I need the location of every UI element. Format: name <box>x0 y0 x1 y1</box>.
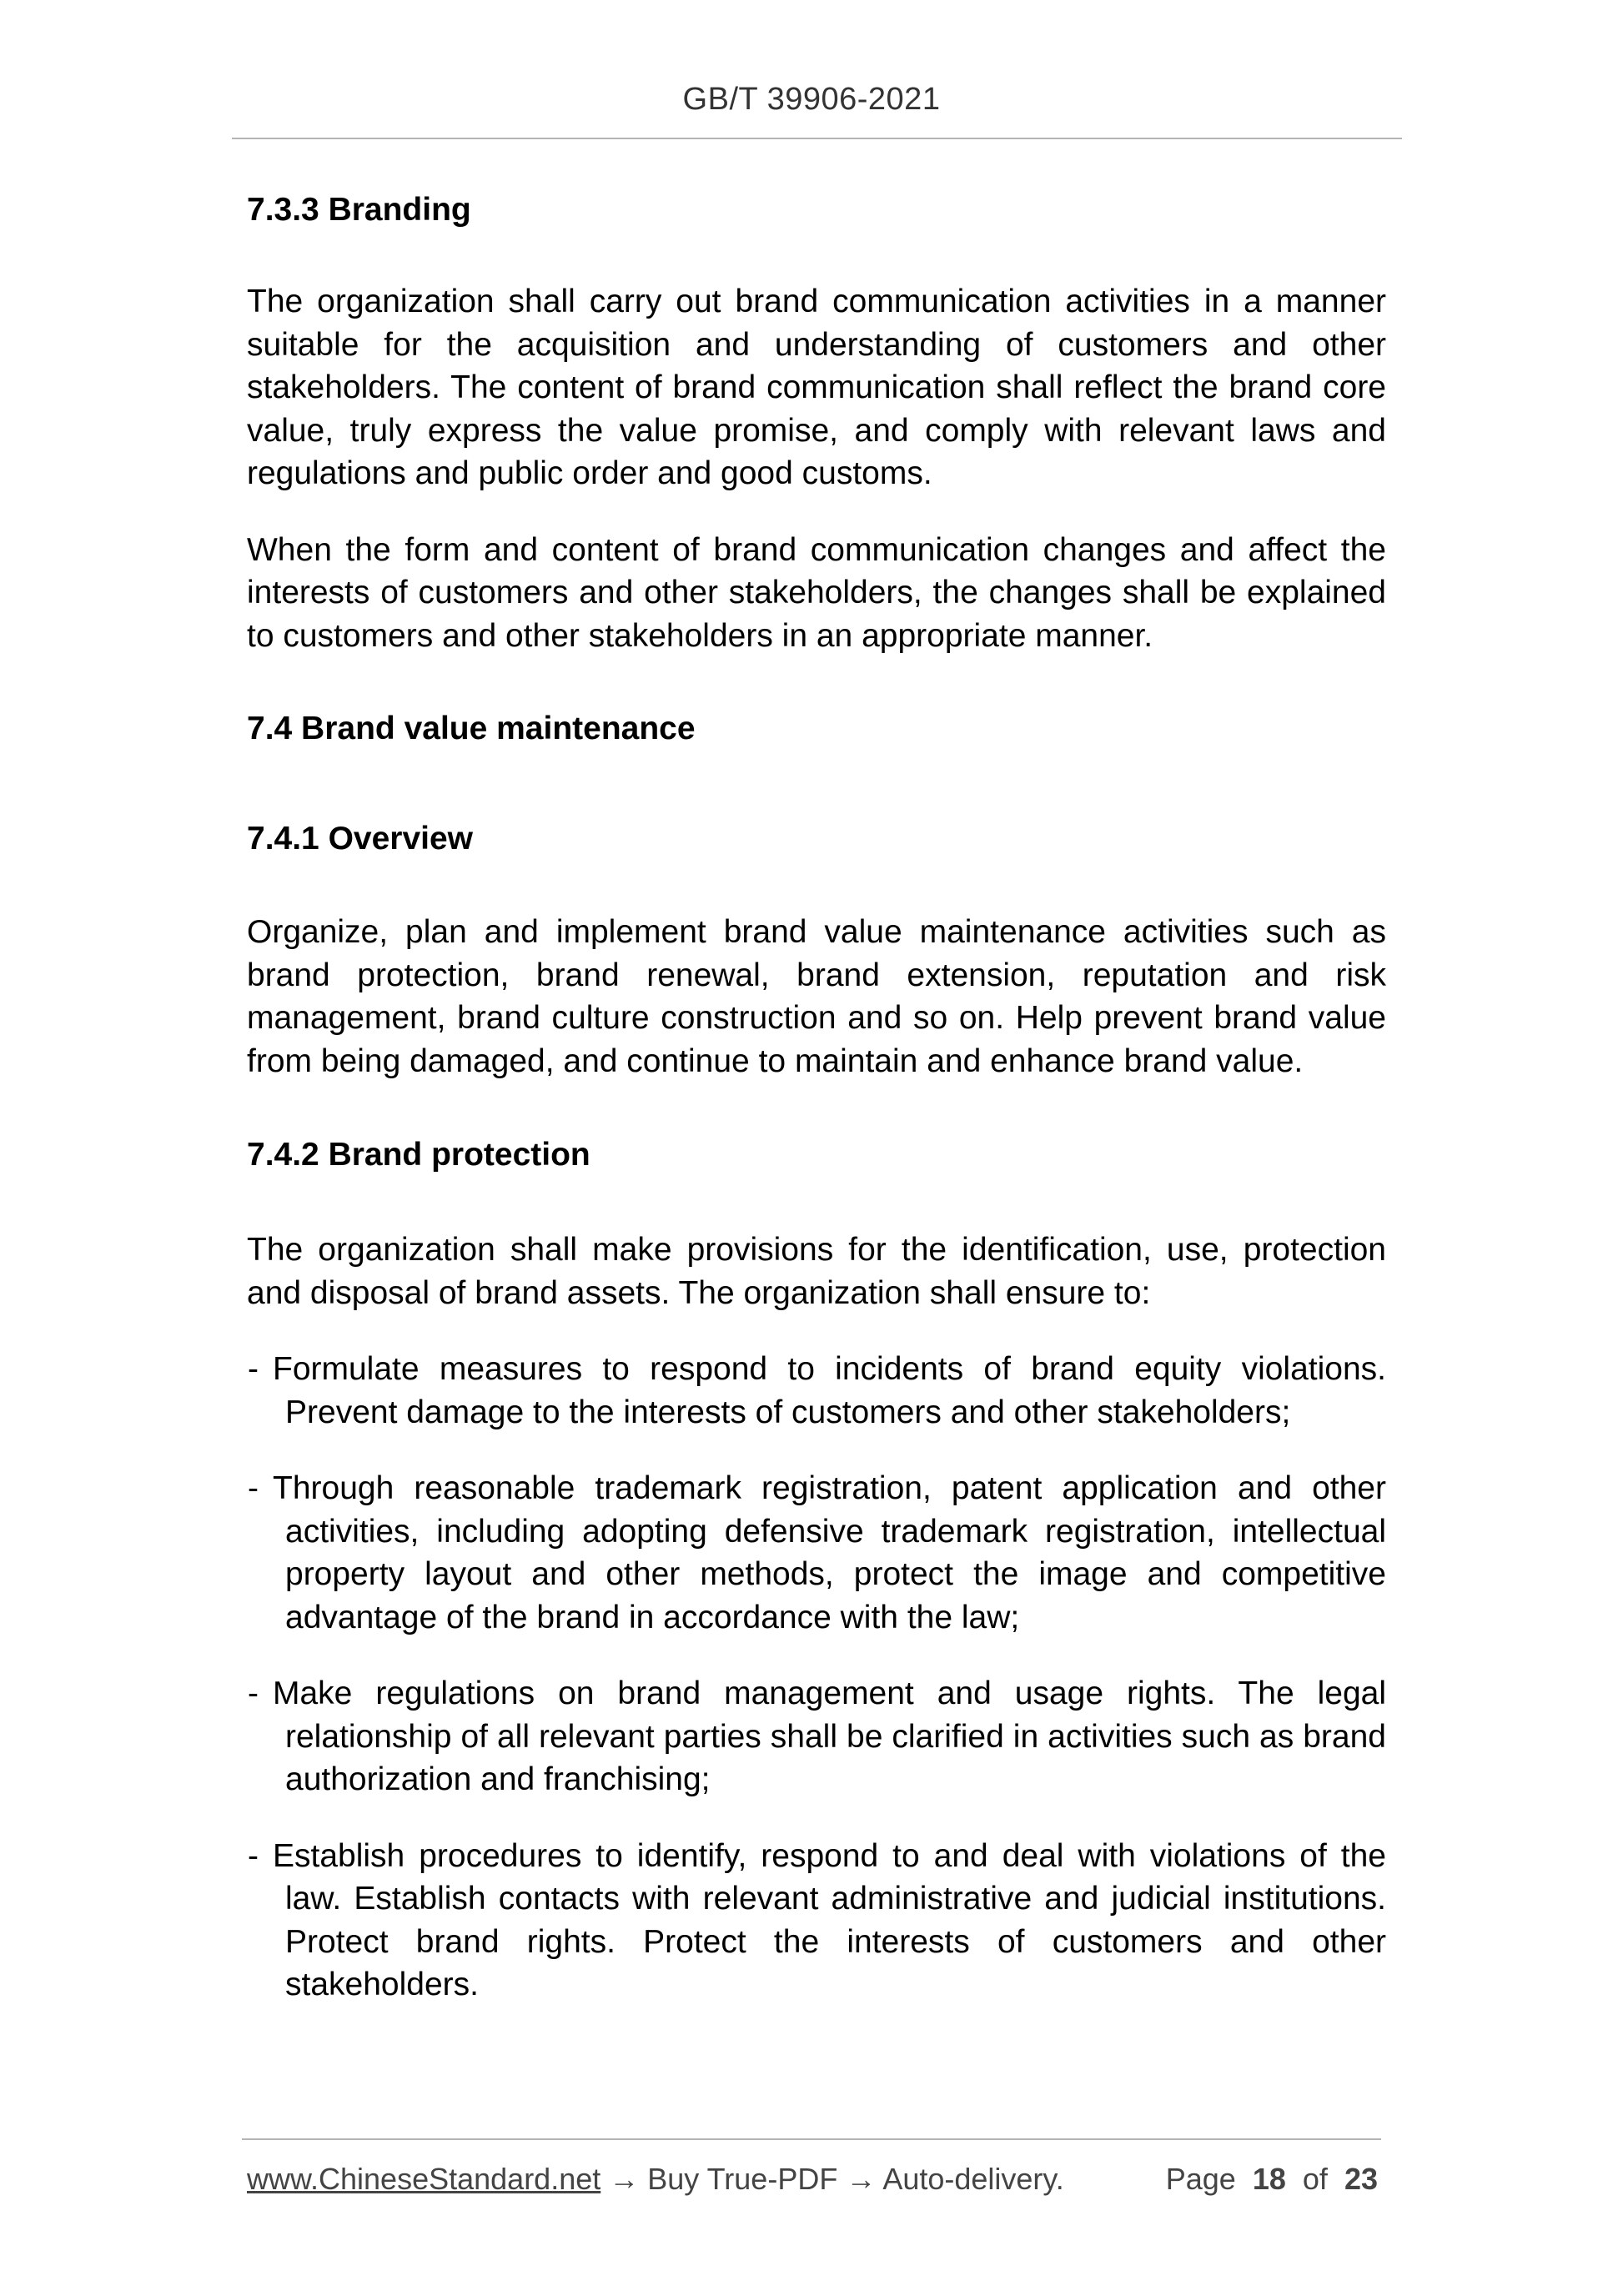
page-label: Page <box>1165 2162 1236 2196</box>
paragraph-7-4-1: Organize, plan and implement brand value maintenance activities such as brand protection, brand renewal, brand extension, reputation and risk management, brand culture construction and so on. Help prevent brand value from being damaged, and continue to maintain and enhance brand value. <box>247 914 1386 1079</box>
brand-protection-list <box>247 1348 1386 2007</box>
list-item-text: Make regulations on brand management and usage rights. The legal relationship of all relevant parties shall be clarified in activities such as brand authorization and franchising; <box>273 1676 1386 1797</box>
heading-7-4-1: 7.4.1 Overview <box>247 821 474 857</box>
footer-tagline: → Buy True-PDF → Auto-delivery. <box>600 2162 1064 2196</box>
page-current: 18 <box>1252 2162 1286 2196</box>
document-code-header: GB/T 39906-2021 <box>682 82 941 117</box>
paragraph-7-4-2: The organization shall make provisions for the identification, use, protection and disposal of brand assets. The organization shall ensure to: <box>247 1232 1386 1311</box>
paragraph-7-3-3-b: When the form and content of brand communication changes and affect the interests of customers and other stakeholders, the changes shall be explained to customers and other stakeholders in an appropriate manner. <box>247 531 1386 654</box>
list-item <box>210 1467 1386 1639</box>
bullet-dash: - <box>248 1351 259 1387</box>
page-indicator <box>1166 2162 1378 2197</box>
list-item <box>210 1672 1386 1801</box>
page-total: 23 <box>1344 2162 1378 2196</box>
header-divider <box>232 138 1402 139</box>
paragraph-7-3-3-a: The organization shall carry out brand communication activities in a manner suitable for the acquisition and understanding of customers and other stakeholders. The content of brand communication shall reflect the brand core value, truly express the value promise, and comply with relevant laws and regulations and public order and good customs. <box>247 284 1386 491</box>
list-item <box>210 1835 1386 2007</box>
heading-7-3-3: 7.3.3 Branding <box>247 192 471 228</box>
list-item-text: Through reasonable trademark registration, patent application and other activities, including adopting defensive trademark registration, intellectual property layout and other methods, protect the image and competitive advantage of the brand in accordance with the law; <box>273 1470 1386 1635</box>
list-item-text: Establish procedures to identify, respond to and deal with violations of the law. Establish contacts with relevant administrative and judicial institutions. Protect brand rights. Protect the interests of customers and other stakeholders. <box>273 1837 1386 2002</box>
heading-7-4-2: 7.4.2 Brand protection <box>247 1137 590 1173</box>
bullet-dash: - <box>248 1837 259 1874</box>
page-of: of <box>1302 2162 1328 2196</box>
list-item-text: Formulate measures to respond to incidents of brand equity violations. Prevent damage to the interests of customers and other stakeholders; <box>273 1351 1386 1430</box>
bullet-dash: - <box>248 1676 259 1711</box>
list-item <box>210 1348 1386 1434</box>
bullet-dash: - <box>248 1470 259 1506</box>
footer-promo <box>247 2162 1064 2197</box>
footer-divider <box>242 2138 1381 2140</box>
page-footer <box>247 2162 1378 2197</box>
page-content <box>247 188 1386 2040</box>
heading-7-4: 7.4 Brand value maintenance <box>247 711 696 746</box>
website-link[interactable]: www.ChineseStandard.net <box>247 2162 601 2196</box>
